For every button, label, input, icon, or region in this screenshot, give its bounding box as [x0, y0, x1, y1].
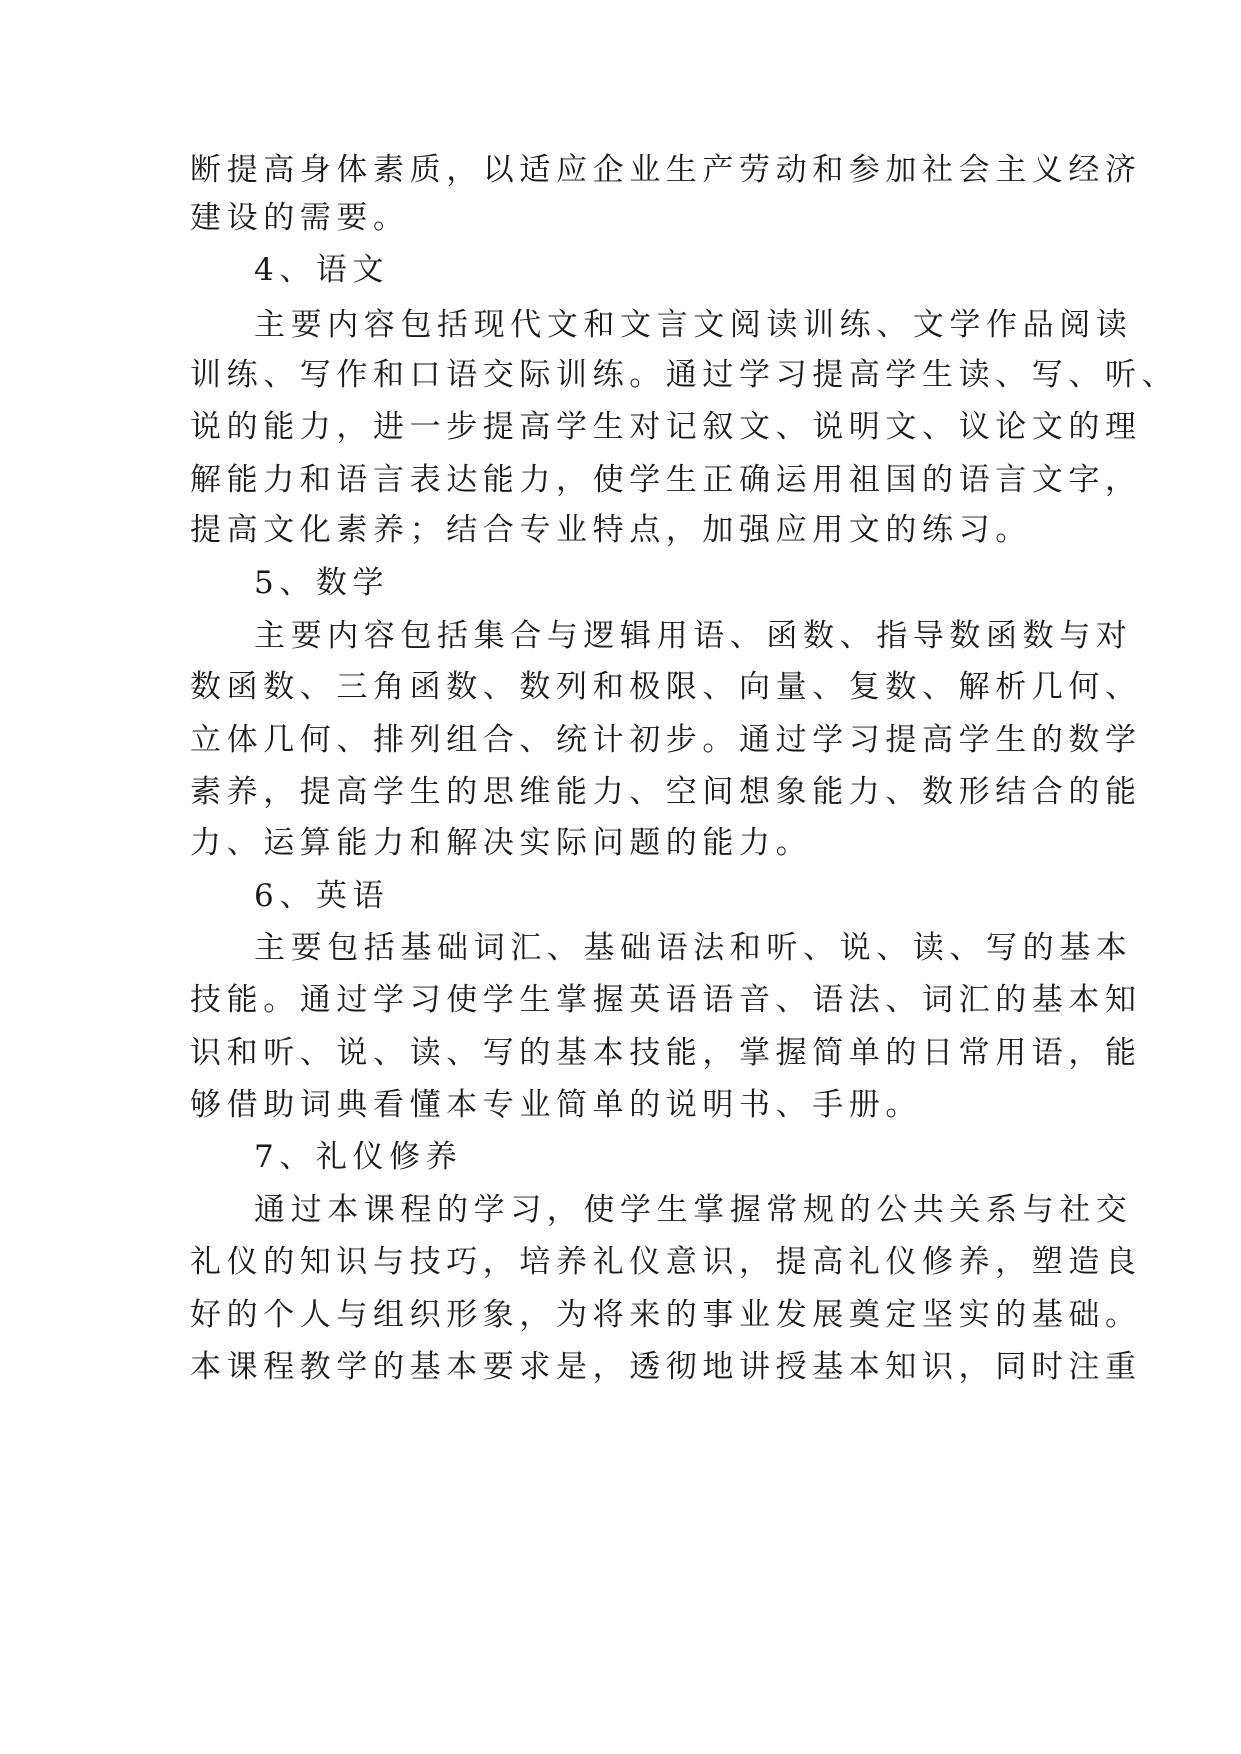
section-heading-math: 5、数学	[254, 565, 390, 601]
text-line: 提高文化素养；结合专业特点，加强应用文的练习。	[190, 512, 1032, 548]
text-line: 立体几何、排列组合、统计初步。通过学习提高学生的数学	[190, 722, 1142, 758]
text-line: 主要内容包括集合与逻辑用语、函数、指导数函数与对	[254, 618, 1133, 654]
text-line: 好的个人与组织形象，为将来的事业发展奠定坚实的基础。	[190, 1297, 1142, 1333]
text-line: 技能。通过学习使学生掌握英语语音、语法、词汇的基本知	[190, 982, 1142, 1018]
text-line: 主要包括基础词汇、基础语法和听、说、读、写的基本	[254, 930, 1133, 966]
text-line: 断提高身体素质，以适应企业生产劳动和参加社会主义经济	[190, 152, 1142, 188]
text-line: 识和听、说、读、写的基本技能，掌握简单的日常用语，能	[190, 1035, 1142, 1071]
text-line: 建设的需要。	[190, 200, 410, 236]
text-line: 通过本课程的学习，使学生掌握常规的公共关系与社交	[254, 1192, 1133, 1228]
text-line: 本课程教学的基本要求是，透彻地讲授基本知识，同时注重	[190, 1349, 1142, 1385]
text-line: 数函数、三角函数、数列和极限、向量、复数、解析几何、	[190, 669, 1142, 705]
text-line: 素养，提高学生的思维能力、空间想象能力、数形结合的能	[190, 774, 1142, 810]
text-line: 礼仪的知识与技巧，培养礼仪意识，提高礼仪修养，塑造良	[190, 1244, 1142, 1280]
section-heading-chinese: 4、语文	[254, 252, 390, 288]
text-line: 训练、写作和口语交际训练。通过学习提高学生读、写、听、	[190, 357, 1179, 393]
text-line: 解能力和语言表达能力，使学生正确运用祖国的语言文字，	[190, 462, 1142, 498]
section-heading-etiquette: 7、礼仪修养	[254, 1139, 463, 1175]
section-heading-english: 6、英语	[254, 878, 390, 914]
text-line: 说的能力，进一步提高学生对记叙文、说明文、议论文的理	[190, 409, 1142, 445]
text-line: 够借助词典看懂本专业简单的说明书、手册。	[190, 1087, 922, 1123]
text-line: 主要内容包括现代文和文言文阅读训练、文学作品阅读	[254, 307, 1133, 343]
text-line: 力、运算能力和解决实际问题的能力。	[190, 825, 813, 861]
